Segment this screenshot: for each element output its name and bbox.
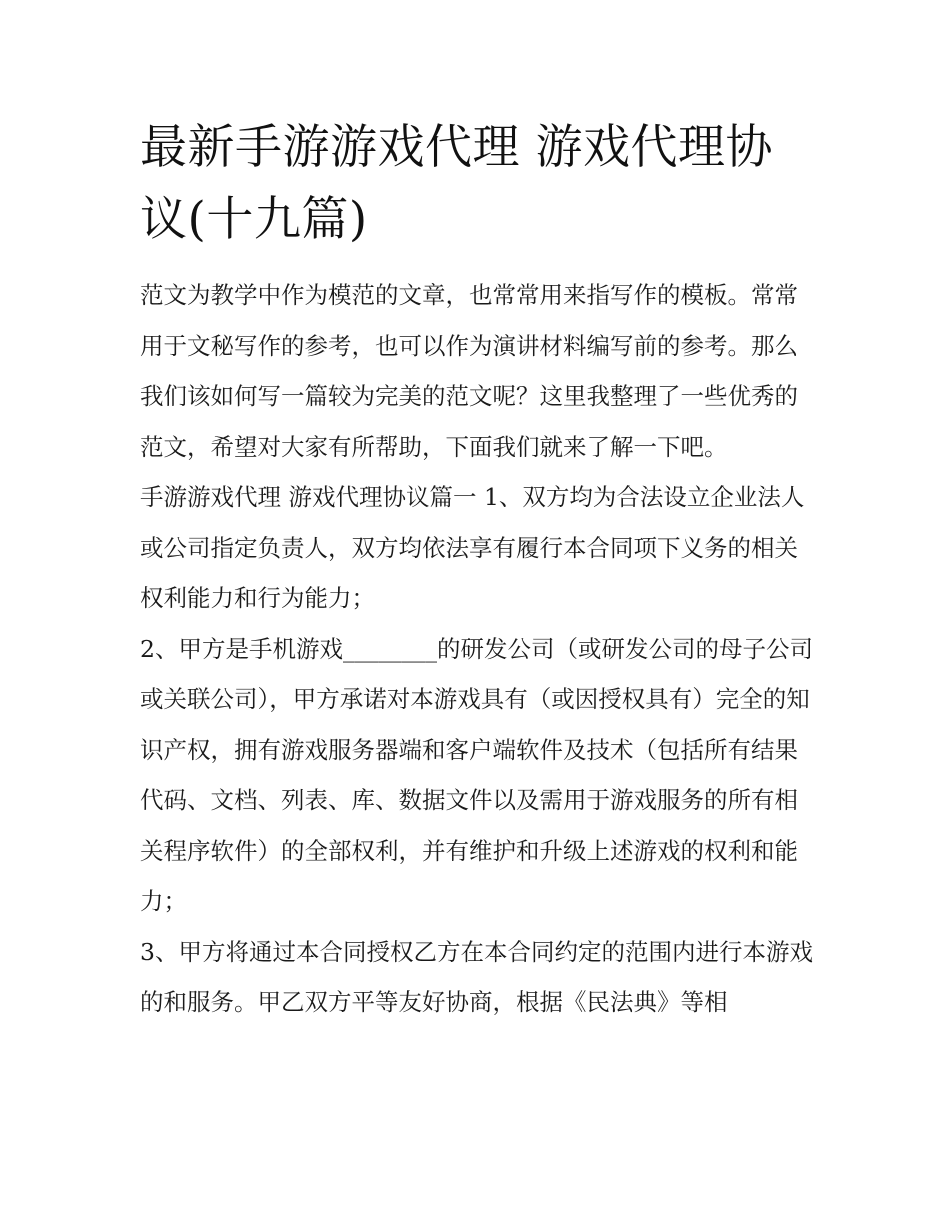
clause-paragraph-1: 手游游戏代理 游戏代理协议篇一 1、双方均为合法设立企业法人或公司指定负责人，双方均依法享有履行本合同项下义务的相关权利能力和行为能力； xyxy=(140,483,805,612)
clause-paragraph-2: 2、甲方是手机游戏________的研发公司（或研发公司的母子公司或关联公司），甲方承诺对本游戏具有（或因授权具有）完全的知识产权，拥有游戏服务器端和客户端软件及技术（包括所有结果代码、文档、列表、库、数据文件以及需用于游戏服务的所有相关程序软件）的全部权利，并有维护和升级上述游戏的权利和能力； xyxy=(140,634,813,915)
document-title: 最新手游游戏代理 游戏代理协议(十九篇) xyxy=(140,120,773,247)
clause-paragraph-3: 3、甲方将通过本合同授权乙方在本合同约定的范围内进行本游戏的和服务。甲乙双方平等友好协商，根据《民法典》等相 xyxy=(140,937,813,1016)
document-body xyxy=(140,112,815,1028)
intro-paragraph: 范文为教学中作为模范的文章，也常常用来指写作的模板。常常用于文秘写作的参考，也可以作为演讲材料编写前的参考。那么我们该如何写一篇较为完美的范文呢？这里我整理了一些优秀的范文，希望对大家有所帮助，下面我们就来了解一下吧。 xyxy=(140,281,798,461)
